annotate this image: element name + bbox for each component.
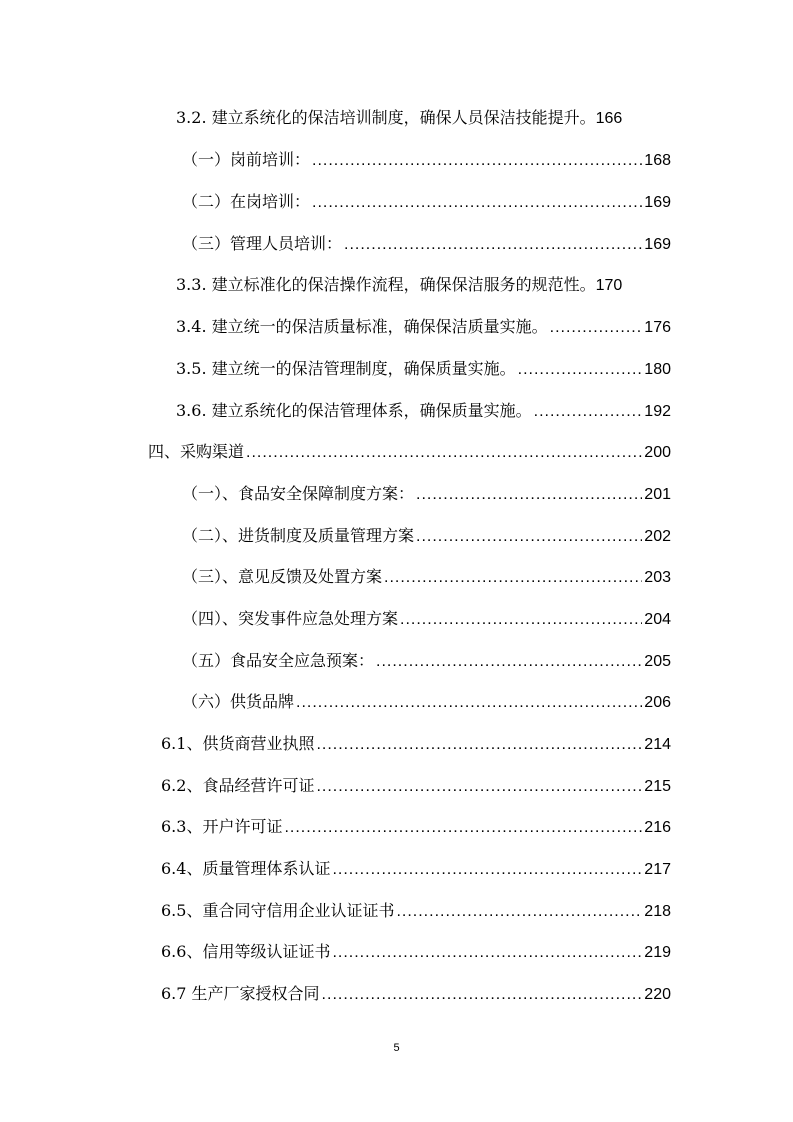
toc-entry[interactable] [182, 190, 671, 214]
toc-entry-page: 176 [644, 319, 671, 336]
toc-entry-page: 215 [644, 778, 671, 795]
toc-leader [384, 566, 642, 590]
toc-entry-page: 214 [644, 736, 671, 753]
toc-entry-page: 218 [644, 903, 671, 920]
toc-leader [246, 441, 642, 465]
toc-entry[interactable] [161, 857, 671, 881]
toc-entry[interactable] [182, 232, 671, 256]
toc-leader [312, 149, 642, 173]
toc-entry[interactable] [182, 649, 671, 673]
toc-entry-page: 220 [644, 986, 671, 1003]
toc-entry[interactable] [176, 273, 671, 297]
toc-entry-label: 6.2、食品经营许可证 [161, 776, 315, 795]
toc-leader [550, 316, 643, 340]
toc-entry[interactable] [161, 732, 671, 756]
toc-leader [396, 900, 642, 924]
toc-entry-label: 3.6. 建立系统化的保洁管理体系，确保质量实施。 [176, 401, 532, 420]
toc-entry[interactable] [182, 524, 671, 548]
toc-entry[interactable] [161, 940, 671, 964]
toc-entry-label: （三）管理人员培训： [182, 234, 343, 253]
toc-leader [416, 525, 642, 549]
toc-leader [332, 941, 642, 965]
toc-entry-label: （一）、食品安全保障制度方案： [182, 484, 415, 503]
toc-entry-page: 202 [644, 528, 671, 545]
toc-entry[interactable] [161, 899, 671, 923]
toc-entry-page: 166 [595, 110, 623, 127]
toc-entry-label: 6.4、质量管理体系认证 [161, 859, 331, 878]
toc-entry-page: 180 [644, 361, 671, 378]
toc-entry[interactable] [182, 607, 671, 631]
toc-entry-page: 203 [644, 569, 671, 586]
toc-entry[interactable] [161, 774, 671, 798]
toc-entry-label: （二）在岗培训： [182, 192, 311, 211]
toc-entry-label: 3.2. 建立系统化的保洁培训制度，确保人员保洁技能提升。 [176, 108, 596, 127]
toc-entry-page: 169 [644, 194, 671, 211]
toc-leader [316, 733, 642, 757]
toc-entry-page: 169 [644, 236, 671, 253]
toc-leader [316, 775, 642, 799]
toc-leader [344, 233, 642, 257]
toc-entry-label: （六）供货品牌 [182, 692, 295, 711]
toc-leader [312, 191, 642, 215]
toc-entry-page: 170 [595, 277, 623, 294]
toc-leader [284, 816, 642, 840]
toc-entry[interactable] [182, 690, 671, 714]
toc-entry[interactable] [176, 315, 671, 339]
toc-entry-label: 3.5. 建立统一的保洁管理制度，确保质量实施。 [176, 359, 516, 378]
toc-leader [416, 483, 642, 507]
toc-entry-label: 6.3、开户许可证 [161, 817, 283, 836]
toc-entry-label: 6.5、重合同守信用企业认证证书 [161, 901, 395, 920]
toc-leader [332, 858, 642, 882]
toc-entry[interactable] [161, 982, 671, 1006]
toc-entry-label: 3.3. 建立标准化的保洁操作流程，确保保洁服务的规范性。 [176, 275, 596, 294]
toc-entry[interactable] [148, 440, 671, 464]
toc-entry-label: （一）岗前培训： [182, 150, 311, 169]
toc-entry-label: 6.1、供货商营业执照 [161, 734, 315, 753]
toc-leader [400, 608, 642, 632]
toc-entry-page: 168 [644, 152, 671, 169]
toc-entry-page: 216 [644, 819, 671, 836]
toc-leader [534, 400, 643, 424]
toc-entry-page: 204 [644, 611, 671, 628]
toc-leader [376, 650, 642, 674]
toc-leader [296, 691, 642, 715]
toc-entry-label: （三）、意见反馈及处置方案 [182, 567, 383, 586]
toc-entry[interactable] [176, 357, 671, 381]
toc-entry-label: （四）、突发事件应急处理方案 [182, 609, 399, 628]
toc-entry[interactable] [176, 106, 671, 130]
toc-entry-label: 6.7 生产厂家授权合同 [161, 984, 320, 1003]
toc-entry-page: 205 [644, 653, 671, 670]
toc-entry[interactable] [182, 565, 671, 589]
toc-entry-label: 3.4. 建立统一的保洁质量标准，确保保洁质量实施。 [176, 317, 548, 336]
toc-entry-page: 219 [644, 944, 671, 961]
toc-entry-label: 6.6、信用等级认证证书 [161, 942, 331, 961]
toc-leader [518, 358, 643, 382]
toc-entry-label: （二）、进货制度及质量管理方案 [182, 526, 415, 545]
toc-entry[interactable] [182, 482, 671, 506]
page-number: 5 [393, 1042, 400, 1054]
toc-entry[interactable] [176, 399, 671, 423]
toc-entry-page: 217 [644, 861, 671, 878]
toc-entry[interactable] [182, 148, 671, 172]
toc-entry-page: 200 [644, 444, 671, 461]
toc-leader [322, 983, 643, 1007]
toc-entry-page: 201 [644, 486, 671, 503]
toc-entry-label: 四、采购渠道 [148, 442, 245, 461]
toc-entry-page: 206 [644, 694, 671, 711]
toc-entry-page: 192 [644, 403, 671, 420]
toc-entry-label: （五）食品安全应急预案： [182, 651, 375, 670]
toc-entry[interactable] [161, 815, 671, 839]
